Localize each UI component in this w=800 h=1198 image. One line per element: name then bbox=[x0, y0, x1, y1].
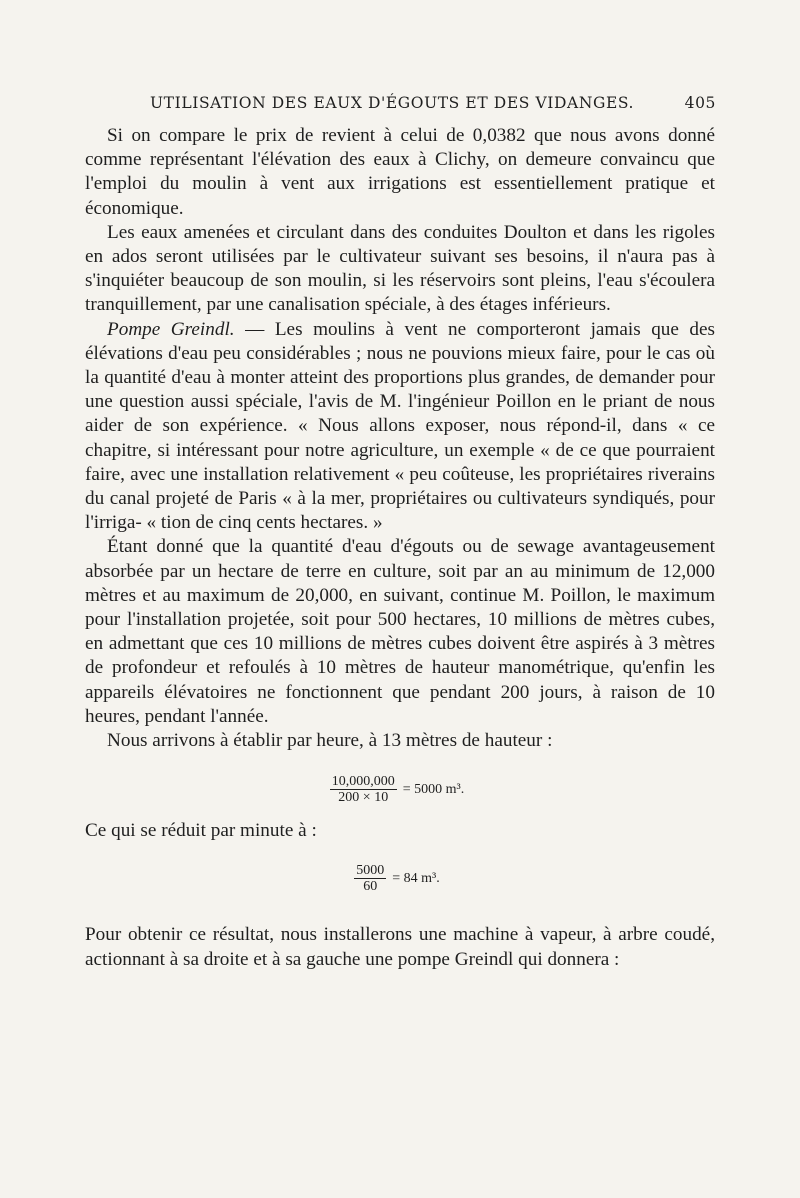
paragraph-par-minute: Ce qui se réduit par minute à : bbox=[85, 820, 317, 842]
paragraph-nous-arrivons: Nous arrivons à établir par heure, à 13 mètres de hauteur : bbox=[107, 730, 553, 752]
formula1-result: = 5000 m³. bbox=[402, 782, 465, 798]
pompe-text: — Les moulins à vent ne comporteront jamais que des élévations d'eau peu considérables ; nous ne pouvions mieux faire, pour le cas où la quantité d'eau à monter atteint des proportions plus grandes, de demander pour une question aussi spéciale, l'avis de M. l'ingénieur Poillon en le priant de nous aider de son expérience. « Nous allons exposer, nous répond-il, dans « ce chapitre, si intéressant pour notre agriculture, un exemple « de ce que pourraient faire, avec une installation relativement « peu coûteuse, les propriétaires riverains du canal projeté de Paris « à la mer, propriétaires ou cultivateurs syndiqués, pour l'irriga- « tion de cinq cents hectares. » bbox=[85, 318, 715, 534]
formula-per-minute bbox=[85, 849, 715, 909]
body-text bbox=[85, 124, 715, 972]
running-header bbox=[150, 94, 716, 112]
formula2-denominator: 60 bbox=[363, 879, 378, 895]
formula2-numerator: 5000 bbox=[356, 863, 385, 879]
paragraph-clichy: Si on compare le prix de revient à celui de 0,0382 que nous avons donné comme représentant l'élévation des eaux à Clichy, on demeure convaincu que l'emploi du moulin à vent aux irrigations est essentiellement pratique et économique. bbox=[85, 125, 715, 219]
paragraph-doulton: Les eaux amenées et circulant dans des conduites Doulton et dans les rigoles en ados seront utilisées par le cultivateur suivant ses besoins, il n'aura pas à s'inquiéter beaucoup de son moulin, si les réservoirs sont pleins, l'eau s'écoulera tranquillement, par une canalisation spéciale, à des étages inférieurs. bbox=[85, 221, 715, 316]
page-number: 405 bbox=[684, 94, 716, 112]
formula-per-hour bbox=[85, 761, 715, 819]
section-title: Pompe Greindl. bbox=[107, 318, 235, 340]
paragraph-etant: Étant donné que la quantité d'eau d'égouts ou de sewage avantageusement absorbée par un hectare de terre en culture, soit par an au minimum de 12,000 mètres et au maximum de 20,000, en suivant, continue M. Poillon, le maximum pour l'installation projetée, soit pour 500 hectares, 10 millions de mètres cubes, en admettant que ces 10 millions de mètres cubes doivent être aspirés à 3 mètres de profondeur et refoulés à 10 mètres de hauteur manométrique, qu'enfin les appareils élévatoires ne fonctionnent que pendant 200 jours, à raison de 10 heures, pendant l'année. bbox=[85, 536, 715, 727]
paragraph-final: Pour obtenir ce résultat, nous installerons une machine à vapeur, à arbre coudé, actionnant à sa droite et à sa gauche une pompe Greindl qui donnera : bbox=[85, 924, 715, 970]
header-title: UTILISATION DES EAUX D'ÉGOUTS ET DES VIDANGES. bbox=[150, 94, 635, 112]
formula1-denominator: 200 × 10 bbox=[338, 790, 389, 806]
formula1-numerator: 10,000,000 bbox=[331, 774, 395, 790]
paragraph-pompe-greindl bbox=[85, 318, 715, 536]
formula2-result: = 84 m³. bbox=[392, 871, 440, 887]
